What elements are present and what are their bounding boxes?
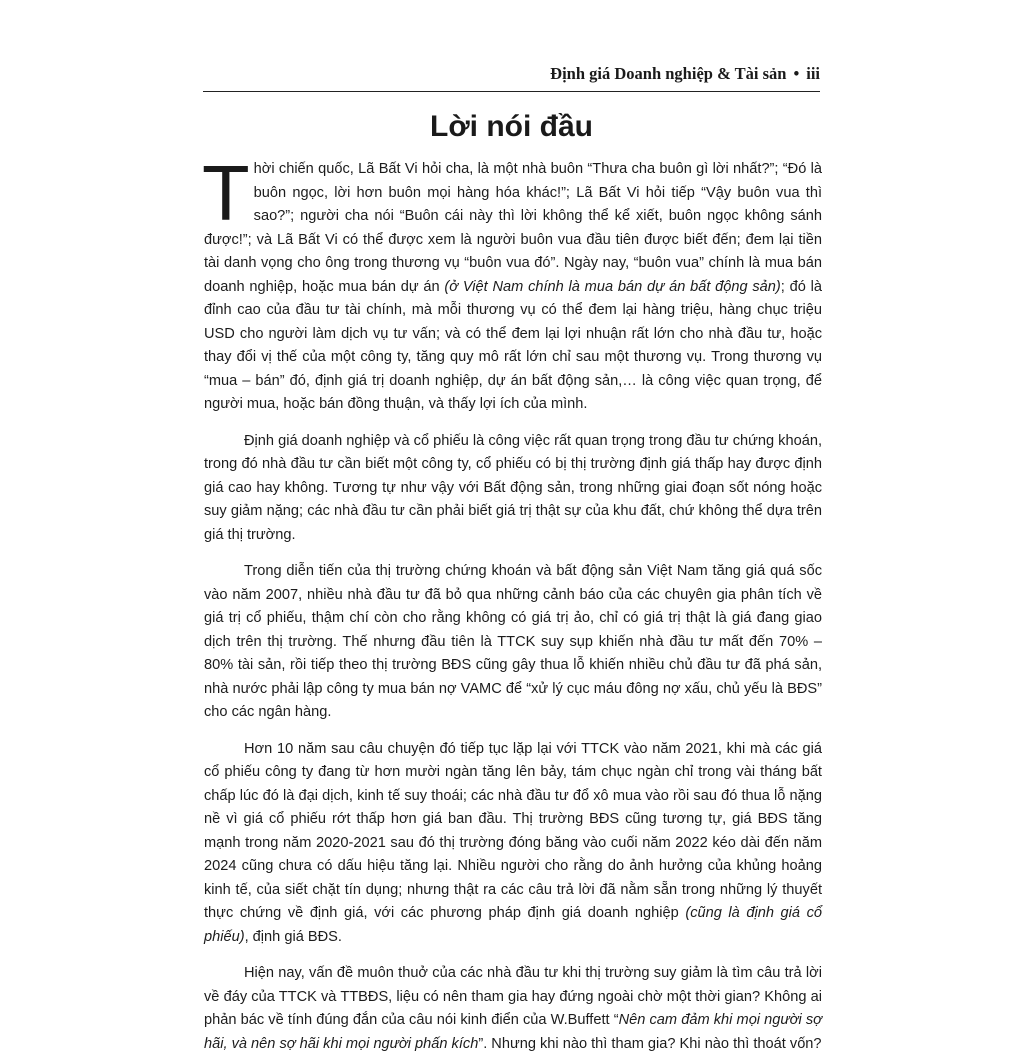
book-title: Định giá Doanh nghiệp & Tài sản — [550, 64, 787, 83]
italic-run: Nên cam đảm khi mọi người sợ hãi, và nên sợ hãi khi mọi người phấn kích — [204, 1012, 822, 1052]
text-run: , định giá BĐS. — [244, 928, 342, 945]
text-run: Định giá doanh nghiệp và cổ phiếu là công việc rất quan trọng trong đầu tư chứng khoán, trong đó nhà đầu tư cần biết một công ty, cổ phiếu có bị thị trường định giá thấp hay được định giá cao hay không. Tương tự như vậy với Bất động sản, trong những giai đoạn sốt nóng hoặc suy giảm nặng; các nhà đầu tư cần phải biết giá trị thật sự của khu đất, chứ không thể dựa trên giá thị trường. — [204, 432, 822, 543]
page-title: Lời nói đầu — [430, 110, 593, 143]
text-run: hời chiến quốc, Lã Bất Vi hỏi cha, là một nhà buôn “Thưa cha buôn gì lời nhất?”; “Đó là buôn ngọc, lời hơn buôn mọi hàng hóa khác!”; Lã Bất Vi hỏi tiếp “Vậy buôn vua thì sao?”; người cha nói “Buôn cái này thì lời không thể kể xiết, buôn ngọc không sánh được!”; và Lã Bất Vi có thể được xem là người buôn vua đầu tiên được biết đến; đem lại tiền tài danh vọng cho ông trong thương vụ “buôn vua đó”. Ngày nay, “buôn vua” chính là mua bán doanh nghiệp, hoặc mua bán dự án — [204, 161, 822, 295]
text-run: Hiện nay, vấn đề muôn thuở của các nhà đầu tư khi thị trường suy giảm là tìm câu trả lời về đáy của TTCK và TTBĐS, liệu có nên tham gia hay đứng ngoài chờ một thời gian? Không ai phản bác về tính đúng đắn của câu nói kinh điển của W.Buffett “ — [204, 965, 822, 1028]
paragraph-2 — [204, 430, 822, 548]
paragraph-5 — [204, 962, 822, 1056]
page-number: iii — [806, 64, 820, 83]
header-rule — [203, 91, 820, 92]
text-run: Hơn 10 năm sau câu chuyện đó tiếp tục lặp lại với TTCK vào năm 2021, khi mà các giá cổ phiếu công ty đang từ hơn mười ngàn tăng lên bảy, tám chục ngàn chỉ trong vài tháng bất chấp lúc đó là đại dịch, kinh tế suy thoái; các nhà đầu tư đổ xô mua vào rồi sau đó thua lỗ nặng nề vì giá cổ phiếu rớt thấp hơn giá ban đầu. Thị trường BĐS cũng tương tự, giá BĐS tăng mạnh trong năm 2020-2021 sau đó thị trường đóng băng vào cuối năm 2022 kéo dài đến năm 2024 cũng chưa có dấu hiệu tăng lại. Nhiều người cho rằng do ảnh hưởng của khủng hoảng kinh tế, của siết chặt tín dụng; nhưng thật ra các câu trả lời đã nằm sẵn trong những lý thuyết thực chứng về định giá, với các phương pháp định giá doanh nghiệp — [204, 740, 822, 921]
text-run: ; đó là đỉnh cao của đầu tư tài chính, mà mỗi thương vụ có thể đem lại hàng triệu, hàng chục triệu USD cho người làm dịch vụ tư vấn; và có thể đem lại lợi nhuận rất lớn cho nhà đầu tư, hoặc thay đổi vị thế của một công ty, tăng quy mô rất lớn chỉ sau một thương vụ. Trong thương vụ “mua – bán” đó, định giá trị doanh nghiệp, dự án bất động sản,… là công việc quan trọng, để người mua, hoặc bán đồng thuận, và thấy lợi ích của mình. — [204, 278, 822, 412]
text-run: Trong diễn tiến của thị trường chứng khoán và bất động sản Việt Nam tăng giá quá sốc vào năm 2007, nhiều nhà đầu tư đã bỏ qua những cảnh báo của các chuyên gia phân tích về giá trị cổ phiếu, thậm chí còn cho rằng không có giá trị ảo, chỉ có giá trị thật là giá đang giao dịch trên thị trường. Thế nhưng đầu tiên là TTCK suy sụp khiến nhà đầu tư mất đến 70% – 80% tài sản, rồi tiếp theo thị trường BĐS cũng gây thua lỗ khiến nhiều chủ đầu tư đã phá sản, nhà nước phải lập công ty mua bán nợ VAMC để “xử lý cục máu đông nợ xấu, chủ yếu là BĐS” cho các ngân hàng. — [204, 563, 822, 720]
italic-run: (cũng là định giá cổ phiếu) — [204, 905, 823, 945]
paragraph-4 — [204, 738, 822, 950]
body-text — [202, 149, 823, 1056]
text-run: ”. Nhưng khi nào thì tham gia? Khi nào thì thoát vốn? — [478, 1035, 822, 1052]
drop-cap: T — [202, 149, 250, 237]
running-header — [203, 64, 820, 84]
paragraph-1 — [202, 149, 822, 417]
header-separator: • — [793, 64, 800, 83]
italic-run: (ở Việt Nam chính là mua bán dự án bất động sản) — [444, 278, 781, 295]
paragraph-3 — [204, 560, 822, 725]
